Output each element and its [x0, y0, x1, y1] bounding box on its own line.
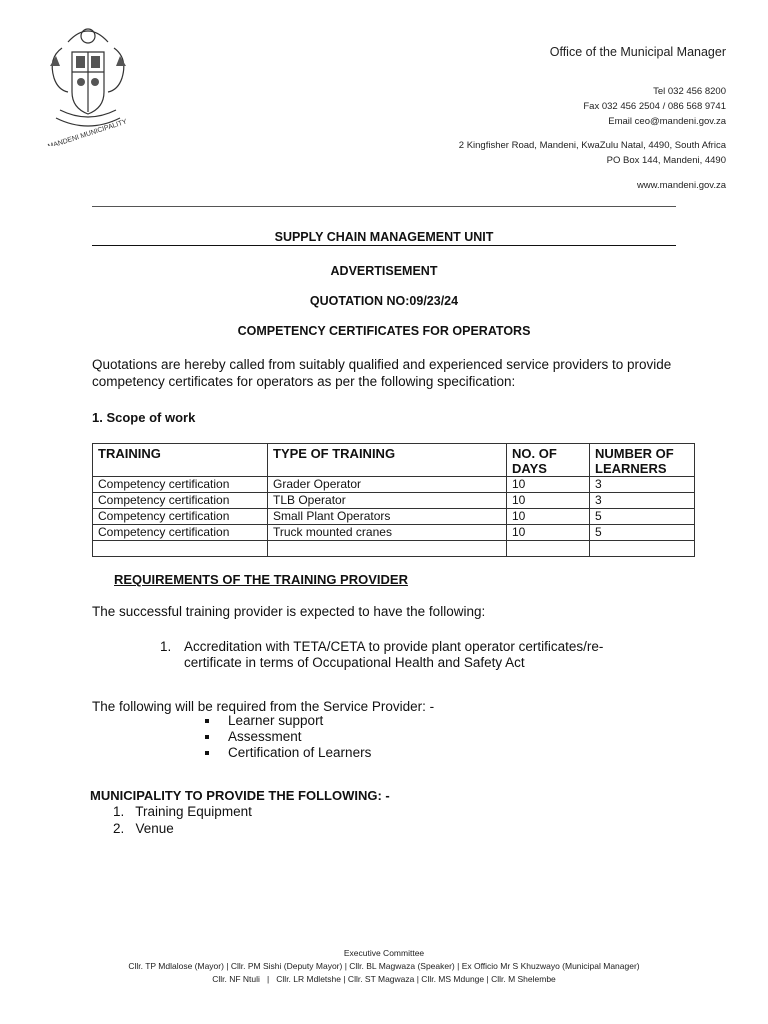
address-block: [459, 138, 726, 168]
cell-days: 10: [507, 525, 590, 541]
cell-training: Competency certification: [93, 477, 268, 493]
bullet-icon: [205, 719, 209, 723]
list-item: [205, 729, 371, 745]
list-item-label: Certification of Learners: [228, 745, 372, 760]
cell-training: Competency certification: [93, 525, 268, 541]
footer-line-2: Cllr. NF Ntuli | Cllr. LR Mdletshe | Cllr. ST Magwaza | Cllr. MS Mdunge | Cllr. M Shelembe: [212, 974, 556, 984]
telephone: Tel 032 456 8200: [653, 86, 726, 97]
cell-training: Competency certification: [93, 493, 268, 509]
po-box: PO Box 144, Mandeni, 4490: [606, 155, 726, 166]
footer-title: Executive Committee: [343, 948, 425, 958]
bullet-icon: [205, 735, 209, 739]
subject-title: COMPETENCY CERTIFICATES FOR OPERATORS: [237, 324, 531, 338]
municipal-coat-of-arms-logo: [38, 14, 138, 146]
list-item-label: Learner support: [228, 713, 324, 728]
cell-days: [507, 541, 590, 557]
cell-days: 10: [507, 493, 590, 509]
cell-type: Small Plant Operators: [268, 509, 507, 525]
training-spec-table: [92, 443, 695, 557]
header-training: TRAINING: [93, 444, 268, 477]
requirement-item-number: 1.: [160, 639, 172, 654]
service-provider-list: [205, 713, 371, 761]
cell-type: Grader Operator: [268, 477, 507, 493]
office-title: Office of the Municipal Manager: [549, 45, 726, 59]
intro-paragraph: Quotations are hereby called from suitably qualified and experienced service providers to provide competency certificates for operators as per the following specification:: [92, 357, 672, 389]
unit-title: SUPPLY CHAIN MANAGEMENT UNIT: [274, 230, 494, 244]
header-type: TYPE OF TRAINING: [268, 444, 507, 477]
header-divider: [92, 206, 676, 207]
list-item-label: Assessment: [228, 729, 302, 744]
cell-learners: 5: [590, 525, 695, 541]
website: www.mandeni.gov.za: [636, 180, 726, 191]
fax: Fax 032 456 2504 / 086 568 9741: [583, 101, 726, 112]
table-row: [93, 525, 695, 541]
advertisement-title: ADVERTISEMENT: [330, 264, 438, 278]
cell-training: [93, 541, 268, 557]
email: Email ceo@mandeni.gov.za: [608, 116, 726, 127]
svg-text:MANDENI MUNICIPALITY: MANDENI MUNICIPALITY: [47, 118, 128, 146]
street-address: 2 Kingfisher Road, Mandeni, KwaZulu Natal, 4490, South Africa: [458, 140, 726, 151]
requirements-intro: The successful training provider is expected to have the following:: [92, 604, 486, 619]
requirement-item-text: Accreditation with TETA/CETA to provide plant operator certificates/re-certificate in terms of Occupational Health and Safety Act: [184, 639, 604, 670]
list-item: 2. Venue: [113, 821, 174, 836]
footer-line-1: Cllr. TP Mdlalose (Mayor) | Cllr. PM Sishi (Deputy Mayor) | Cllr. BL Magwaza (Speaker) | Ex Officio Mr S Khuzwayo (Municipal Manager): [128, 961, 640, 971]
cell-training: Competency certification: [93, 509, 268, 525]
header-days: NO. OF DAYS: [507, 444, 590, 477]
footer: [40, 947, 728, 986]
cell-learners: 5: [590, 509, 695, 525]
requirements-heading: REQUIREMENTS OF THE TRAINING PROVIDER: [114, 572, 408, 587]
cell-days: 10: [507, 509, 590, 525]
cell-learners: 3: [590, 477, 695, 493]
list-item: 1. Training Equipment: [113, 804, 252, 819]
table-row: [93, 509, 695, 525]
header-learners: NUMBER OF LEARNERS: [590, 444, 695, 477]
list-item: [205, 713, 371, 729]
contact-block: [583, 84, 726, 129]
scope-heading: 1. Scope of work: [92, 410, 196, 425]
quotation-number: QUOTATION NO:09/23/24: [309, 294, 459, 308]
cell-type: [268, 541, 507, 557]
list-item: [205, 745, 371, 761]
municipality-heading: MUNICIPALITY TO PROVIDE THE FOLLOWING: -: [90, 788, 390, 803]
cell-type: TLB Operator: [268, 493, 507, 509]
table-row-empty: [93, 541, 695, 557]
bullet-icon: [205, 751, 209, 755]
cell-type: Truck mounted cranes: [268, 525, 507, 541]
municipality-list: [113, 803, 252, 837]
table-row: [93, 493, 695, 509]
cell-learners: 3: [590, 493, 695, 509]
service-provider-intro: The following will be required from the Service Provider: -: [92, 699, 435, 714]
cell-days: 10: [507, 477, 590, 493]
table-row: [93, 477, 695, 493]
title-underline: [92, 245, 676, 246]
table-header-row: [93, 444, 695, 477]
cell-learners: [590, 541, 695, 557]
